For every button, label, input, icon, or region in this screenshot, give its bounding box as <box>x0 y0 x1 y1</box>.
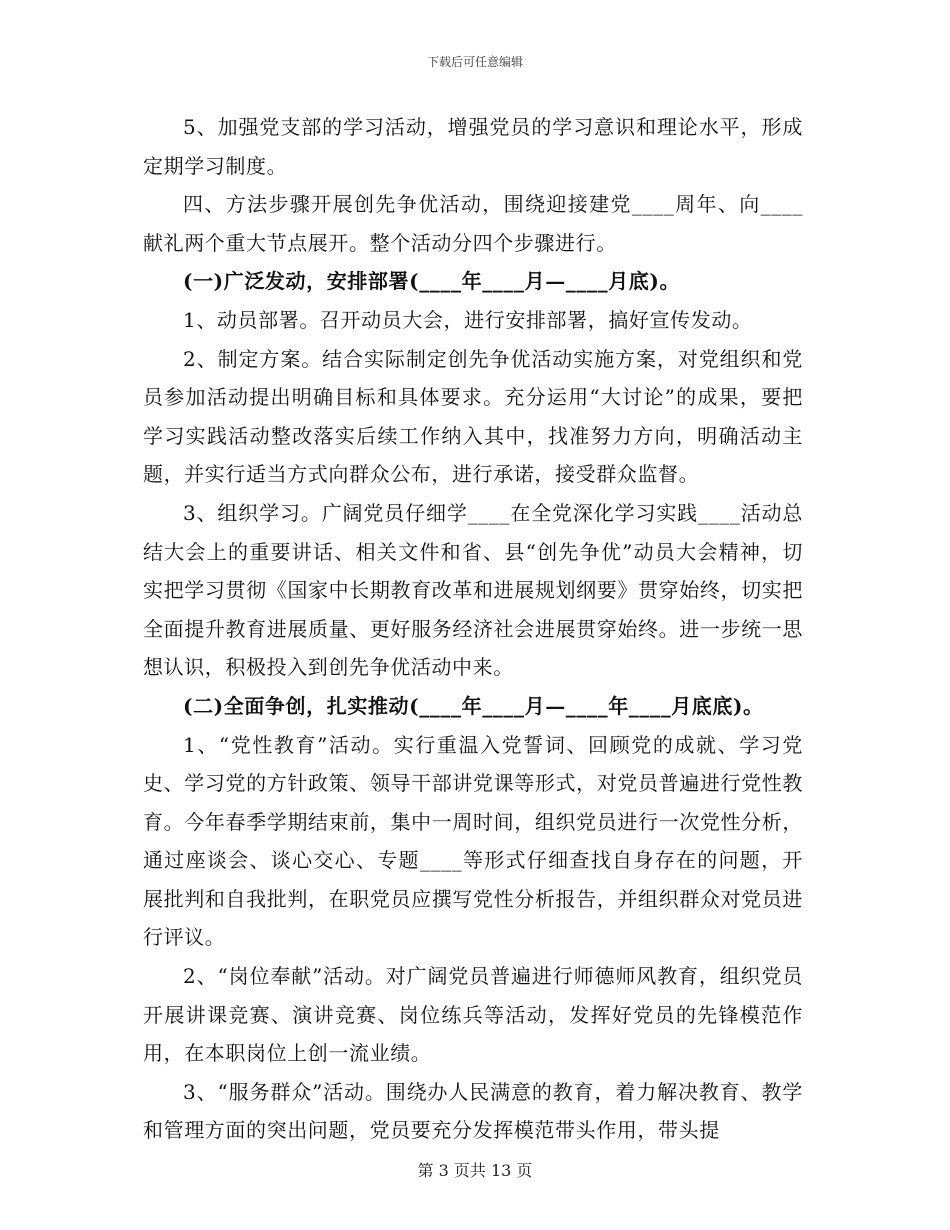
page-header: 下载后可任意编辑 <box>426 55 523 69</box>
paragraph-mobilization: 1、动员部署。召开动员大会，进行安排部署，搞好宣传发动。 <box>183 307 753 332</box>
paragraph-serve-masses: 3、“服务群众”活动。围绕办人民满意的教育，着力解决教育、教学和管理方面的突出问题，党员要充分发挥模范带头作用，带头提 <box>143 1079 803 1143</box>
paragraph-post-dedication: 2、“岗位奉献”活动。对广阔党员普遍进行师德师风教育，组织党员开展讲课竞赛、演讲竞赛、岗位练兵等活动，发挥好党员的先锋模范作用，在本职岗位上创一流业绩。 <box>143 964 803 1066</box>
paragraph-organize-study: 3、组织学习。广阔党员仔细学____在全党深化学习实践____活动总结大会上的重要讲话、相关文件和省、县“创先争优”动员大会精神，切实把学习贯彻《国家中长期教育改革和进展规划纲要》贯穿始终，切实把全面提升教育进展质量、更好服务经济社会进展贯穿始终。进一步统一思想认识，积极投入到创先争优活动中来。 <box>143 500 803 680</box>
paragraph-study-system: 5、加强党支部的学习活动，增强党员的学习意识和理论水平，形成定期学习制度。 <box>143 115 803 178</box>
document-body <box>143 108 803 1150</box>
heading-full-competition: (二)全面争创，扎实推动(____年____月—____年____月底底)。 <box>183 693 764 718</box>
paragraph-formulate-plan: 2、制定方案。结合实际制定创先争优活动实施方案，对党组织和党员参加活动提出明确目标和具体要求。充分运用“大讨论”的成果，要把学习实践活动整改落实后续工作纳入其中，找准努力方向，明确活动主题，并实行适当方式向群众公布，进行承诺，接受群众监督。 <box>143 346 803 487</box>
paragraph-party-education: 1、“党性教育”活动。实行重温入党誓词、回顾党的成就、学习党史、学习党的方针政策、领导干部讲党课等形式，对党员普遍进行党性教育。今年春季学期结束前，集中一周时间，组织党员进行一次党性分析，通过座谈会、谈心交心、专题____等形式仔细查找自身存在的问题，开展批判和自我批判，在职党员应撰写党性分析报告，并组织群众对党员进行评议。 <box>143 732 803 950</box>
heading-mobilize-deploy: (一)广泛发动，安排部署(____年____月—____月底)。 <box>183 269 681 294</box>
paragraph-section-four-steps: 四、方法步骤开展创先争优活动，围绕迎接建党____周年、向____献礼两个重大节点展开。整个活动分四个步骤进行。 <box>143 192 803 255</box>
page-footer: 第 3 页共 13 页 <box>417 1161 533 1180</box>
